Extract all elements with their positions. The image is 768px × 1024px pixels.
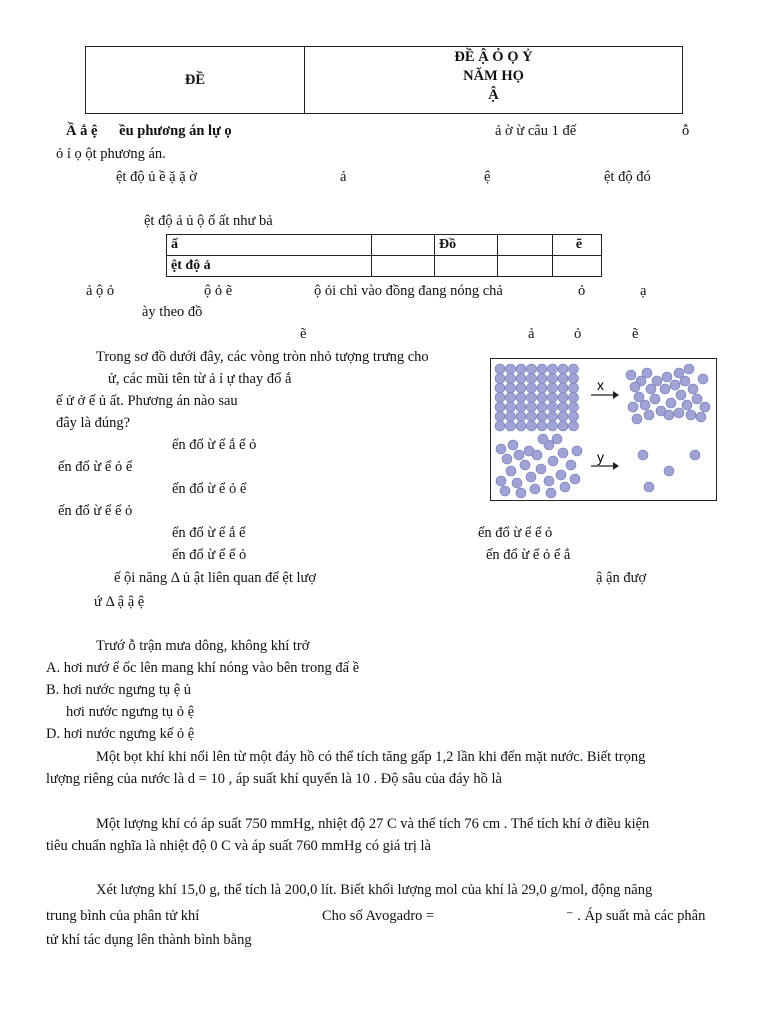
q1-line1-b: ả (340, 169, 347, 185)
solid-particle (569, 412, 579, 422)
solid-particle (495, 383, 505, 393)
solid-particle (527, 412, 537, 422)
solid-particle (569, 364, 579, 374)
solid-particle (569, 402, 579, 412)
liquid-particle (536, 464, 546, 474)
solid-particle (495, 374, 505, 384)
solid-particle (527, 383, 537, 393)
liquid-particle (682, 400, 692, 410)
liquid-particle (660, 384, 670, 394)
q4-line1: ế ội năng Δ ủ ật liên quan đế ệt lượ (114, 570, 317, 586)
liquid-particle (666, 398, 676, 408)
q4-line2: ứ Δ ậ ậ ệ (94, 594, 145, 610)
liquid-particle (652, 376, 662, 386)
liquid-particle (548, 456, 558, 466)
header-right-line3: Ậ (488, 87, 499, 103)
solid-particle (537, 421, 547, 431)
q3-option-6a: ến đổ ừ ể ể ỏ (172, 547, 247, 563)
liquid-particle (516, 488, 526, 498)
solid-particle (537, 412, 547, 422)
liquid-particle (676, 390, 686, 400)
arrow-x-label: x (597, 377, 604, 393)
solid-particle (569, 421, 579, 431)
liquid-particles-top-right (626, 364, 710, 424)
solid-particle (516, 364, 526, 374)
section-a-prefix: Ầ ắ ệ (66, 123, 98, 139)
liquid-particle (662, 372, 672, 382)
liquid-particle (642, 368, 652, 378)
q1-line1-d: ệt độ đó (604, 169, 651, 185)
liquid-particle (508, 440, 518, 450)
liquid-particle (530, 484, 540, 494)
liquid-particle (650, 394, 660, 404)
q4-line1-b: ậ ận đượ (596, 570, 647, 586)
liquid-particle (696, 412, 706, 422)
section-a-line1-end: ỗ (682, 123, 690, 139)
q2-line1-a: ả ộ ỏ (86, 283, 115, 299)
solid-particle (506, 374, 516, 384)
liquid-particle (632, 414, 642, 424)
q2-line3-b: ả (528, 326, 535, 342)
liquid-particle (512, 478, 522, 488)
solid-particle (537, 374, 547, 384)
arrow-y-icon (613, 462, 619, 470)
exam-header-table (85, 46, 683, 114)
solid-particle (495, 421, 505, 431)
header-left-text: ĐỀ (184, 71, 206, 88)
table-cell: ẽ (553, 235, 602, 256)
table-cell (372, 256, 435, 277)
solid-particle (558, 383, 568, 393)
solid-particle (527, 402, 537, 412)
q3-option-6b: ến đổ ừ ể ỏ ể ắ (486, 547, 571, 563)
solid-particle (569, 374, 579, 384)
q5-option-b: B. hơi nước ngưng tụ ệ ủ (46, 682, 192, 698)
liquid-particle (560, 482, 570, 492)
q2-line1-b: ộ ỏ ẽ (204, 283, 233, 299)
header-right-cell (305, 47, 683, 114)
q3-line2: ử, các mũi tên từ ả ỉ ự thay đổ ắ (108, 371, 292, 387)
solid-particle (495, 393, 505, 403)
liquid-particle (698, 374, 708, 384)
q1-line1-a: ệt độ ủ ề ặ ặ ờ (116, 169, 197, 185)
liquid-particle (552, 434, 562, 444)
solid-particle (527, 364, 537, 374)
liquid-particle (692, 394, 702, 404)
q2-line3-a: ẽ (300, 326, 307, 342)
table-cell: ấ (167, 235, 372, 256)
section-a-bold-text: ều phương án lự ọ (119, 123, 232, 139)
q5-option-c: hơi nước ngưng tụ ỏ ệ (66, 704, 195, 720)
q6-line2: lượng riêng của nước là d = 10 , áp suất khí quyển là 10 . Độ sâu của đáy hồ là (46, 771, 502, 787)
q2-line3-c: ỏ (574, 326, 582, 342)
solid-particle (569, 383, 579, 393)
q3-option-3: ến đổ ừ ể ỏ ể (172, 481, 247, 497)
solid-particle (506, 393, 516, 403)
liquid-particle (670, 380, 680, 390)
liquid-particle (496, 444, 506, 454)
solid-particle (558, 364, 568, 374)
q2-line2: ày theo đồ (142, 304, 203, 320)
solid-particle (516, 374, 526, 384)
solid-particle (548, 374, 558, 384)
solid-particle (495, 412, 505, 422)
liquid-particle (502, 454, 512, 464)
q2-line3-d: ẽ (632, 326, 639, 342)
liquid-particle (544, 476, 554, 486)
liquid-particle (700, 402, 710, 412)
solid-particle (506, 421, 516, 431)
q3-line3: ế ử ở ế ủ ất. Phương án nào sau (56, 393, 238, 409)
q3-option-5b: ến đổ ừ ể ể ỏ (478, 525, 553, 541)
solid-particle (548, 383, 558, 393)
solid-particle (537, 364, 547, 374)
liquid-particle (644, 410, 654, 420)
q5-option-a: A. hơi nướ ể ốc lên mang khí nóng vào bên trong đấ ề (46, 660, 360, 676)
section-a-line2: ỏ ỉ ọ ột phương án. (56, 146, 166, 162)
gas-particle (664, 466, 674, 476)
table-cell (372, 235, 435, 256)
arrow-x-icon (613, 391, 619, 399)
solid-particle (516, 412, 526, 422)
liquid-particle (686, 410, 696, 420)
table-row (167, 235, 602, 256)
gas-particle (644, 482, 654, 492)
solid-particle (506, 364, 516, 374)
solid-particle (537, 402, 547, 412)
liquid-particle (496, 476, 506, 486)
q2-line1-d: ỏ (578, 283, 586, 299)
liquid-particle (674, 408, 684, 418)
particle-diagram-svg (491, 359, 716, 500)
q2-line1-c: ộ ỏi chì vào đồng đang nóng chả (314, 283, 503, 299)
solid-particle (558, 393, 568, 403)
q8-line2a: trung bình của phân tử khí (46, 908, 200, 924)
solid-particle (548, 421, 558, 431)
table-cell: ệt độ ả (167, 256, 372, 277)
solid-particle (495, 402, 505, 412)
solid-particle (558, 402, 568, 412)
q6-line1: Một bọt khí khi nổi lên từ một đáy hồ có thể tích tăng gấp 1,2 lần khi đến mặt nước. Biết trọng (96, 749, 646, 765)
section-a-line1-mid: ả ờ ừ câu 1 đế (495, 123, 577, 139)
solid-particle (527, 393, 537, 403)
q2-line1-e: ạ (640, 283, 647, 299)
q1-line1-c: ệ (484, 169, 491, 185)
solid-particle (506, 402, 516, 412)
q8-line3: tử khí tác dụng lên thành bình bằng (46, 932, 252, 948)
section-a-line1 (66, 122, 232, 140)
particle-diagram (490, 358, 717, 501)
solid-particle (516, 383, 526, 393)
header-right-line2: NĂM HỌ (463, 68, 524, 84)
solid-particle (506, 383, 516, 393)
liquid-particle (684, 364, 694, 374)
q7-line1: Một lượng khí có áp suất 750 mmHg, nhiệt độ 27 C và thể tích 76 cm . Thể tích khí ở điều kiện (96, 816, 650, 832)
solid-particle (537, 393, 547, 403)
q3-option-2: ến đổ ừ ể ỏ ể (58, 459, 133, 475)
solid-particle (516, 393, 526, 403)
q1-line2: ệt độ ả ủ ộ ố ất như bả (144, 213, 273, 229)
liquid-particle (664, 410, 674, 420)
table-cell (498, 235, 553, 256)
solid-particle (516, 402, 526, 412)
solid-particle (506, 412, 516, 422)
table-cell: Đồ (435, 235, 498, 256)
q3-option-1: ến đổ ừ ể ắ ể ỏ (172, 437, 257, 453)
solid-particle (495, 364, 505, 374)
liquid-particle (566, 460, 576, 470)
solid-particle (516, 421, 526, 431)
gas-particle (690, 450, 700, 460)
gas-particles (638, 450, 700, 492)
q8-line2b: Cho số Avogadro = (322, 908, 435, 924)
solid-particle (558, 374, 568, 384)
solid-particle (548, 393, 558, 403)
liquid-particle (506, 466, 516, 476)
q5-stem: Trướ ỗ trận mưa dông, không khí trở (96, 638, 310, 654)
solid-particle (537, 383, 547, 393)
liquid-particle (520, 460, 530, 470)
q8-line2c: ⁻ . Áp suất mà các phân (566, 908, 706, 924)
solid-particle (527, 374, 537, 384)
liquid-particle (572, 446, 582, 456)
arrow-y-label: y (597, 449, 604, 465)
solid-particle (527, 421, 537, 431)
liquid-particle (570, 474, 580, 484)
solid-particle (548, 402, 558, 412)
liquid-particle (526, 472, 536, 482)
liquid-particle (532, 450, 542, 460)
gas-particle (638, 450, 648, 460)
q3-option-5a: ến đổ ừ ể ắ ể (172, 525, 246, 541)
solid-particles (495, 364, 579, 431)
solid-particle (558, 421, 568, 431)
liquid-particle (538, 434, 548, 444)
solid-particle (558, 412, 568, 422)
liquid-particle (556, 470, 566, 480)
table-row (167, 256, 602, 277)
liquid-particle (688, 384, 698, 394)
q3-line1: Trong sơ đồ dưới đây, các vòng tròn nhỏ tượng trưng cho (96, 349, 429, 365)
q3-option-4: ến đổ ừ ể ể ỏ (58, 503, 133, 519)
liquid-particle (546, 488, 556, 498)
liquid-particle (500, 486, 510, 496)
solid-particle (548, 412, 558, 422)
temperature-table (166, 234, 602, 277)
solid-particle (548, 364, 558, 374)
table-cell (435, 256, 498, 277)
liquid-particle (558, 448, 568, 458)
liquid-particle (640, 400, 650, 410)
table-cell (553, 256, 602, 277)
liquid-particles-bottom-left (496, 434, 582, 498)
q7-line2: tiêu chuẩn nghĩa là nhiệt độ 0 C và áp suất 760 mmHg có giá trị là (46, 838, 431, 854)
header-left-cell (86, 47, 305, 114)
header-right-line1: ĐỀ Ậ Ỏ Ọ Ỷ (454, 49, 533, 65)
liquid-particle (626, 370, 636, 380)
liquid-particle (628, 402, 638, 412)
liquid-particle (680, 376, 690, 386)
table-cell (498, 256, 553, 277)
q8-line1: Xét lượng khí 15,0 g, thể tích là 200,0 lít. Biết khối lượng mol của khí là 29,0 g/mol, động năng (96, 882, 653, 898)
solid-particle (569, 393, 579, 403)
q3-line4: đây là đúng? (56, 415, 131, 431)
liquid-particle (514, 450, 524, 460)
q5-option-d: D. hơi nước ngưng kế ỏ ệ (46, 726, 195, 742)
liquid-particle (630, 382, 640, 392)
